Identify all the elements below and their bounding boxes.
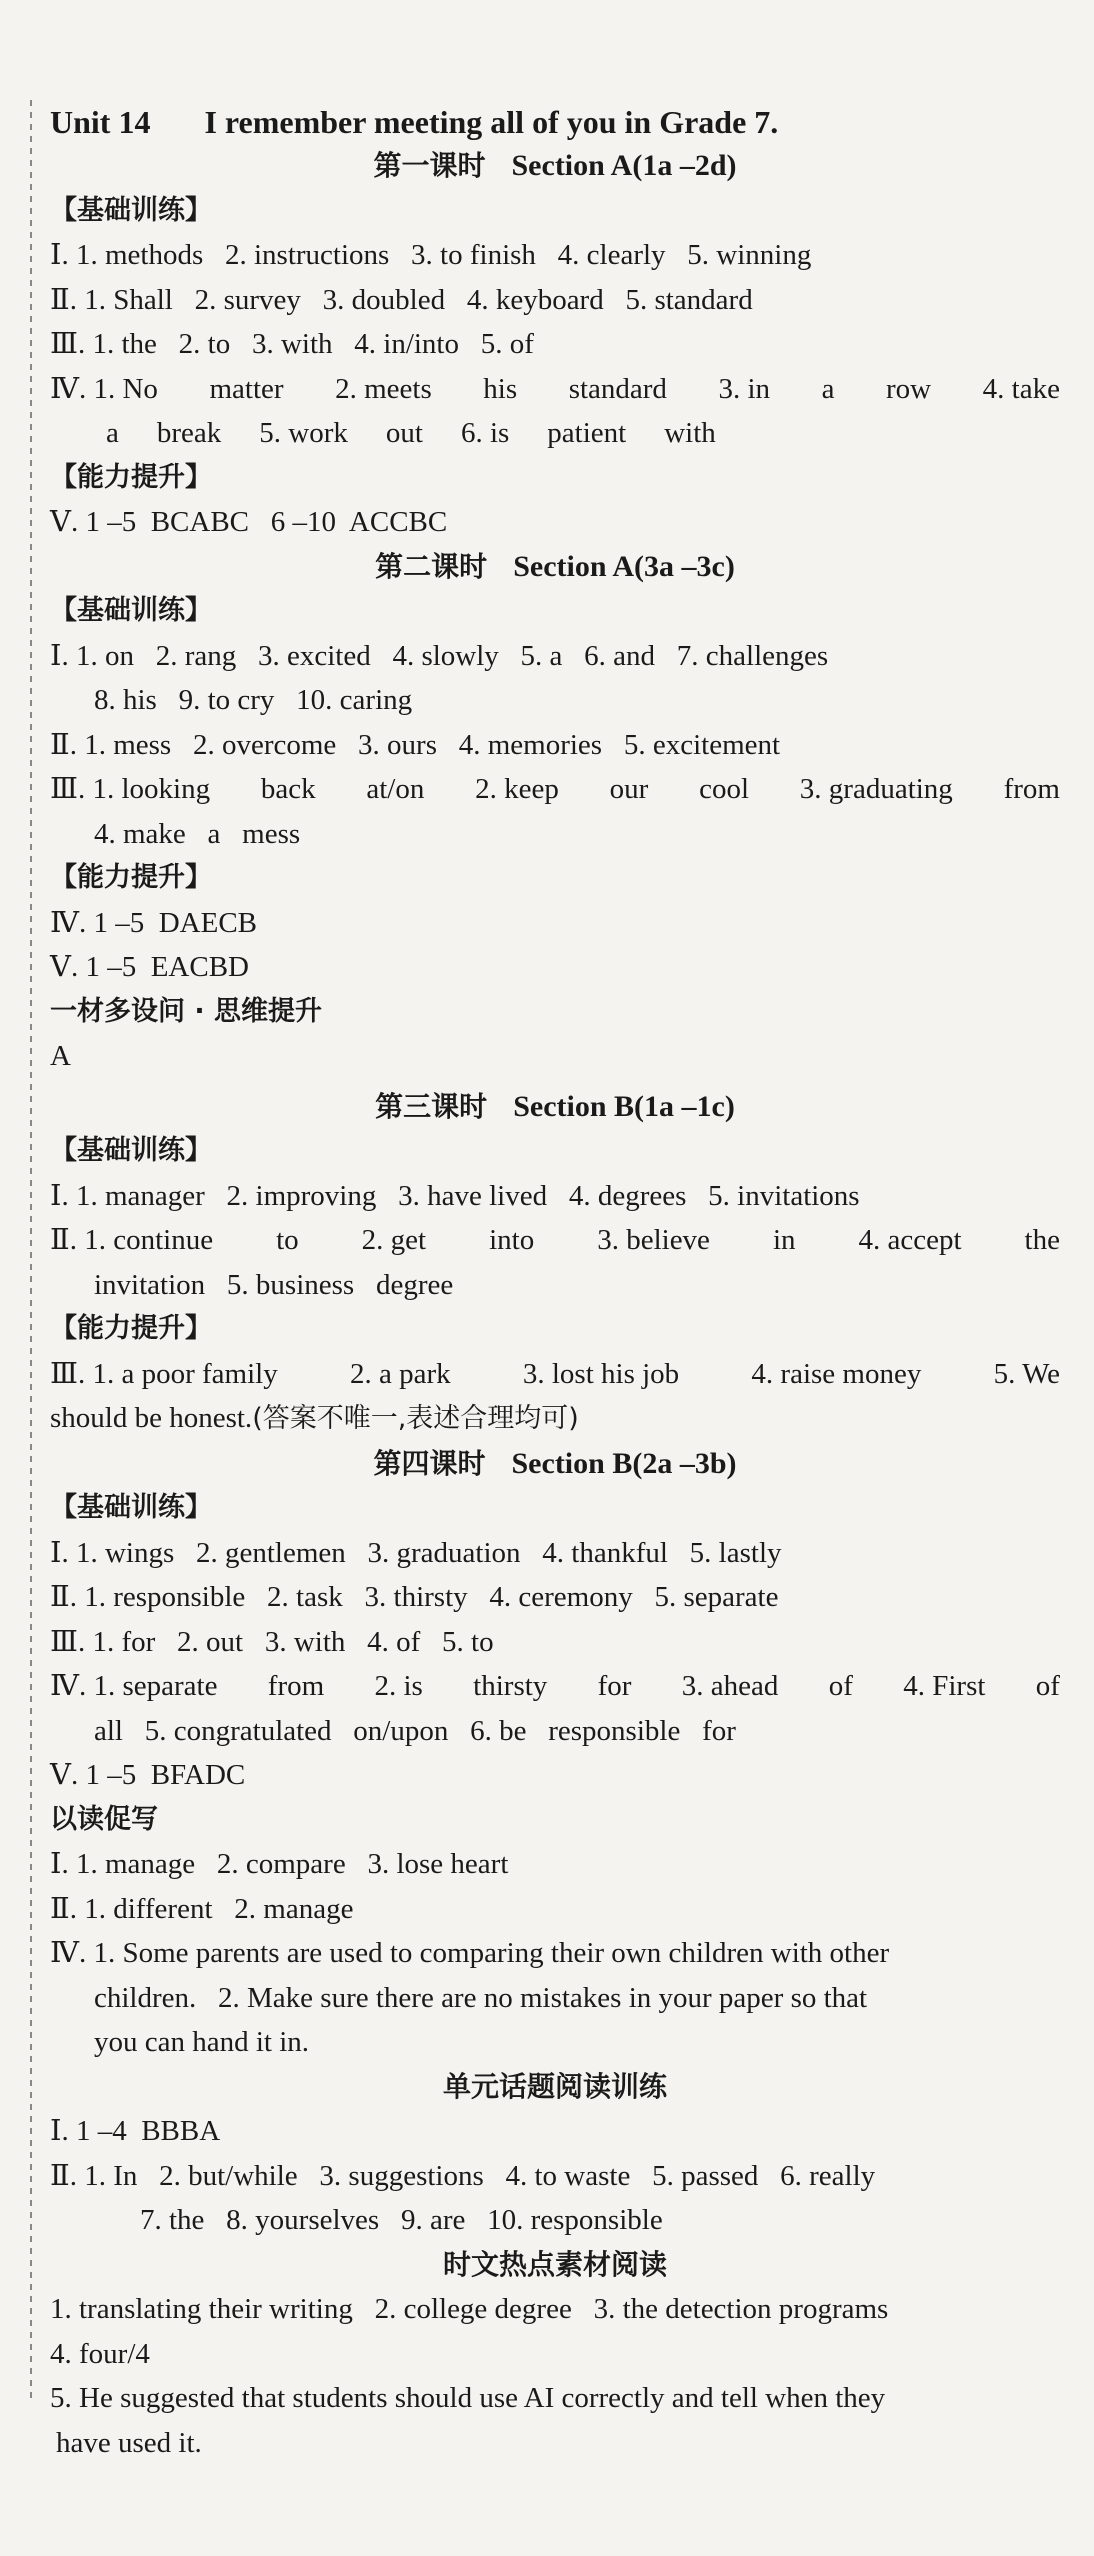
answer-word: from (267, 1670, 325, 1702)
section-heading-2 (50, 545, 1060, 590)
section-heading-4 (50, 1442, 1060, 1487)
answer-word: his (483, 372, 518, 405)
section-heading-en: Section B(2a –3b) (511, 1446, 737, 1480)
answer-word: 3. in (718, 372, 771, 405)
answer-word: 2. meets (335, 372, 432, 405)
answer-line: Ⅳ. 1. Some parents are used to comparing their own children with other (50, 1937, 890, 1969)
section-heading-cn: 第二课时 (375, 549, 488, 583)
hot-topic-heading (50, 2243, 1060, 2288)
answer-line (50, 1396, 1060, 1442)
answer-line (50, 411, 1060, 456)
answer-word: Ⅲ. 1. looking (50, 773, 211, 805)
answer-word: Ⅳ. 1. separate (50, 1670, 218, 1702)
unit-number: Unit 14 (50, 104, 151, 140)
answer-word: Ⅱ. 1. continue (50, 1224, 214, 1256)
answer-line: all 5. congratulated on/upon 6. be responsible for (94, 1714, 736, 1747)
section-heading-3 (50, 1085, 1060, 1130)
answer-line: Ⅴ. 1 –5 BFADC (50, 1759, 246, 1791)
answer-word: 2. a park (349, 1357, 451, 1390)
answer-line: Ⅰ. 1. wings 2. gentlemen 3. graduation 4. thankful 5. lastly (50, 1536, 782, 1569)
answer-line (50, 767, 1060, 812)
section-heading-en: Section A(3a –3c) (513, 549, 735, 583)
answer-line (50, 1218, 1060, 1263)
answer-word: 2. get (361, 1224, 427, 1256)
unit-title-text: I remember meeting all of you in Grade 7. (204, 104, 779, 140)
answer-line (50, 1352, 1060, 1397)
answer-word: from (1003, 773, 1060, 805)
ability-heading: 【能力提升】 (50, 1313, 212, 1344)
section-heading-en: Section A(1a –2d) (511, 149, 737, 182)
hot-topic-title: 时文热点素材阅读 (442, 2247, 667, 2281)
answer-word: of (828, 1670, 853, 1702)
answer-word: into (489, 1224, 535, 1256)
unit-title (50, 100, 1060, 144)
answer-word: 6. is (460, 417, 510, 449)
answer-word: Ⅲ. 1. a poor family (50, 1357, 278, 1390)
answer-line: Ⅱ. 1. different 2. manage (50, 1892, 354, 1925)
basic-training-heading: 【基础训练】 (50, 1492, 212, 1523)
answer-line (50, 1664, 1060, 1709)
thinking-heading: 一材多设问 · 思维提升 (50, 995, 323, 1027)
answer-word: 4. raise money (751, 1357, 922, 1390)
answer-word: 5. We (993, 1357, 1060, 1390)
answer-word: cool (699, 773, 750, 805)
answer-line (50, 367, 1060, 412)
answer-word: 3. believe (597, 1224, 710, 1256)
answer-line: children. 2. Make sure there are no mistakes in your paper so that (94, 1981, 868, 2014)
answer-word: 4. First (903, 1670, 986, 1702)
answer-line: 5. He suggested that students should use AI correctly and tell when they (50, 2382, 886, 2414)
answer-line: Ⅰ. 1. on 2. rang 3. excited 4. slowly 5. a 6. and 7. challenges (50, 639, 829, 672)
basic-training-heading: 【基础训练】 (50, 194, 212, 226)
answer-line: Ⅰ. 1 –4 BBBA (50, 2115, 221, 2147)
ability-heading: 【能力提升】 (50, 461, 212, 493)
answer-word: a (821, 372, 835, 405)
answer-line: A (50, 1040, 71, 1072)
answer-line: Ⅱ. 1. mess 2. overcome 3. ours 4. memories 5. excitement (50, 728, 781, 761)
answer-line: Ⅱ. 1. In 2. but/while 3. suggestions 4. to waste 5. passed 6. really (50, 2159, 876, 2192)
basic-training-heading: 【基础训练】 (50, 1135, 212, 1166)
answer-line: Ⅲ. 1. for 2. out 3. with 4. of 5. to (50, 1625, 494, 1658)
answer-text: should be honest. (50, 1402, 253, 1434)
answer-word: Ⅳ. 1. No (50, 372, 158, 405)
answer-word: with (664, 417, 716, 449)
reading-writing-heading: 以读促写 (50, 1803, 158, 1835)
answer-line: Ⅰ. 1. manage 2. compare 3. lose heart (50, 1848, 509, 1880)
answer-line: Ⅰ. 1. methods 2. instructions 3. to finish 4. clearly 5. winning (50, 239, 812, 271)
answer-line: invitation 5. business degree (94, 1268, 454, 1301)
answer-line: Ⅴ. 1 –5 EACBD (50, 951, 249, 983)
answer-word: patient (547, 417, 627, 449)
answer-word: 2. keep (475, 773, 559, 805)
answer-line: Ⅰ. 1. manager 2. improving 3. have lived 4. degrees 5. invitations (50, 1179, 860, 1212)
answer-word: back (260, 773, 316, 805)
topic-reading-title: 单元话题阅读训练 (442, 2069, 667, 2103)
answer-word: in (772, 1224, 796, 1256)
answer-line: Ⅲ. 1. the 2. to 3. with 4. in/into 5. of (50, 328, 534, 360)
answer-line: Ⅱ. 1. Shall 2. survey 3. doubled 4. keyboard 5. standard (50, 283, 753, 316)
answer-word: 4. accept (858, 1224, 962, 1256)
ability-heading: 【能力提升】 (50, 862, 212, 893)
answer-word: of (1035, 1670, 1060, 1702)
topic-reading-heading (50, 2065, 1060, 2110)
answer-note: (答案不唯一,表述合理均可) (252, 1403, 579, 1434)
answer-word: break (156, 417, 222, 449)
answer-word: thirsty (473, 1670, 548, 1702)
answer-word: to (276, 1224, 299, 1256)
answer-word: our (609, 773, 649, 805)
basic-training-heading: 【基础训练】 (50, 595, 212, 626)
answer-page (50, 100, 1060, 2465)
section-heading-1 (50, 144, 1060, 189)
answer-word: 2. is (374, 1670, 423, 1702)
answer-word: out (385, 417, 423, 449)
answer-line: 8. his 9. to cry 10. caring (94, 684, 413, 716)
answer-line: you can hand it in. (94, 2026, 310, 2058)
answer-line: 4. four/4 (50, 2337, 150, 2370)
answer-word: 4. take (982, 372, 1060, 405)
section-heading-cn: 第四课时 (373, 1446, 486, 1480)
answer-line: 1. translating their writing 2. college degree 3. the detection programs (50, 2293, 889, 2325)
answer-word: 5. work (259, 417, 348, 449)
answer-word: 3. lost his job (522, 1357, 680, 1390)
answer-word: a (106, 417, 119, 449)
answer-line: 7. the 8. yourselves 9. are 10. responsible (140, 2204, 663, 2236)
section-heading-en: Section B(1a –1c) (513, 1089, 735, 1123)
answer-line: Ⅴ. 1 –5 BCABC 6 –10 ACCBC (50, 506, 448, 538)
answer-line: Ⅱ. 1. responsible 2. task 3. thirsty 4. ceremony 5. separate (50, 1581, 779, 1613)
answer-word: for (597, 1670, 632, 1702)
answer-line: have used it. (56, 2426, 202, 2459)
answer-word: standard (568, 372, 667, 405)
section-heading-cn: 第三课时 (375, 1089, 488, 1123)
margin-rule (30, 100, 32, 2400)
answer-word: the (1024, 1224, 1060, 1256)
answer-line: Ⅳ. 1 –5 DAECB (50, 906, 258, 939)
answer-word: matter (209, 372, 284, 405)
answer-word: row (886, 372, 932, 405)
answer-word: 3. ahead (681, 1670, 779, 1702)
answer-word: at/on (366, 773, 425, 805)
answer-word: 3. graduating (799, 773, 953, 805)
answer-line: 4. make a mess (94, 817, 301, 850)
section-heading-cn: 第一课时 (373, 149, 486, 182)
